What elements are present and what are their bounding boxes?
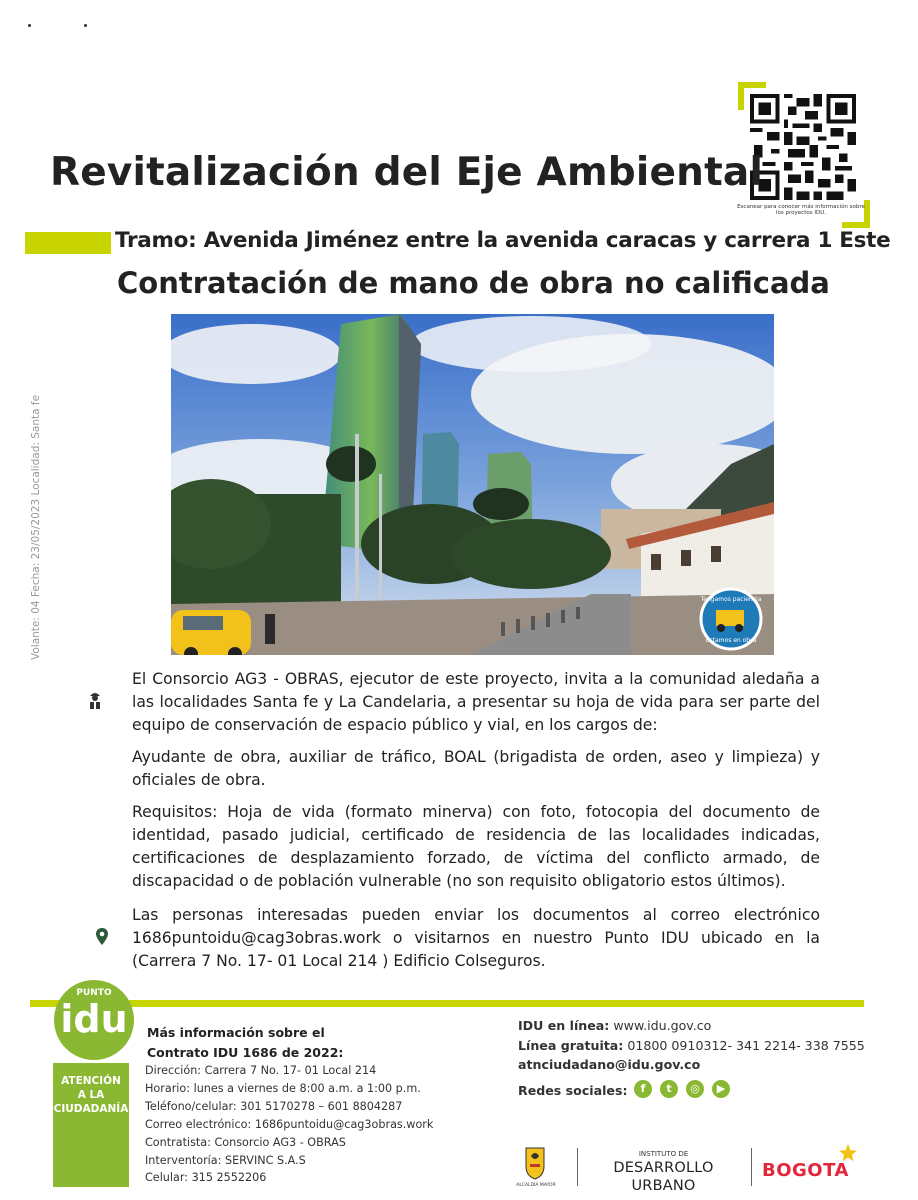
social-icons (634, 1080, 744, 1100)
facebook-icon[interactable]: f (634, 1080, 652, 1098)
list-item: Dirección: Carrera 7 No. 17- 01 Local 214 (145, 1064, 377, 1077)
main-heading: Contratación de mano de obra no calificada (117, 266, 830, 300)
logo-separator (577, 1148, 578, 1186)
idu-institute-logo: INSTITUTO DE DESARROLLO URBANO (613, 1150, 714, 1194)
list-item: Contratista: Consorcio AG3 - OBRAS (145, 1135, 346, 1149)
qr-code-icon[interactable] (750, 94, 856, 200)
scan-speck (84, 24, 87, 27)
email-link[interactable]: atnciudadano@idu.gov.co (518, 1057, 701, 1072)
instagram-icon[interactable]: ◎ (686, 1080, 704, 1098)
logo-punto-text: PUNTO (76, 988, 112, 998)
list-item: Teléfono/celular: 301 5170278 – 601 8804287 (145, 1099, 403, 1113)
logo-idu-text: idu (60, 997, 128, 1041)
qr-caption: Escanear para conocer más información sobre los proyectos IDU. (737, 204, 865, 216)
location-pin-icon (96, 928, 108, 945)
requirements-paragraph: Requisitos: Hoja de vida (formato minerva) con foto, fotocopia del documento de identidad, pasado judicial, certificado de residencia de las localidades indicadas, certificaciones de desplazamiento forzado, de víctima del conflicto armado, de discapacidad o de población vulnerable (no son requisito obligatorio estos últimos). (132, 803, 820, 890)
positions-paragraph: Ayudante de obra, auxiliar de tráfico, BOAL (brigadista de orden, aseo y limpieza) y oficiales de obra. (132, 748, 820, 789)
list-item: Interventoría: SERVINC S.A.S (145, 1153, 306, 1167)
contact-list (145, 1062, 433, 1187)
alcaldia-shield-icon (524, 1146, 546, 1180)
twitter-icon[interactable]: t (660, 1080, 678, 1098)
social-label: Redes sociales: (518, 1082, 628, 1098)
contact-paragraph: Las personas interesadas pueden enviar los documentos al correo electrónico 1686puntoidu@cag3obras.work o visitarnos en nuestro Punto IDU ubicado en la (Carrera 7 No. 17- 01 Local 214 ) Edificio Colseguros. (132, 906, 820, 970)
list-item[interactable]: Correo electrónico: 1686puntoidu@cag3obras.work (145, 1117, 434, 1131)
atencion-label: ATENCIÓN A LA CIUDADANÍA (53, 1075, 129, 1115)
intro-paragraph: El Consorcio AG3 - OBRAS, ejecutor de este proyecto, invita a la comunidad aledaña a las localidades Santa fe y La Candelaria, a presentar su hoja de vida para ser parte del equipo de conservación de espacio público y vial, en los cargos de: (132, 670, 820, 734)
footer-divider (30, 1000, 864, 1007)
logo-separator (751, 1148, 752, 1186)
section-subtitle: Tramo: Avenida Jiménez entre la avenida caracas y carrera 1 Este (115, 228, 891, 253)
free-line-label: Línea gratuita: (518, 1037, 624, 1053)
page-title: Revitalización del Eje Ambiental (50, 150, 764, 195)
scan-speck (28, 24, 31, 27)
worker-icon (86, 690, 104, 710)
badge-bottom-text: Estamos en obra (705, 637, 757, 644)
list-item: Celular: 315 2552206 (145, 1171, 267, 1185)
bogota-logo: BOGOTA (762, 1160, 849, 1181)
more-info-heading: Más información sobre el Contrato IDU 1686 de 2022: (147, 1025, 344, 1060)
badge-top-text: Tengamos paciencia (700, 596, 762, 603)
youtube-icon[interactable]: ▶ (712, 1080, 730, 1098)
website-link[interactable]: www.idu.gov.co (613, 1018, 712, 1033)
list-item: Horario: lunes a viernes de 8:00 a.m. a 1:00 p.m. (145, 1081, 421, 1095)
phone-numbers: 01800 0910312- 341 2214- 338 7555 (627, 1037, 865, 1053)
alcaldia-label: ALCALDÍA MAYOR (516, 1183, 556, 1188)
street-photo (171, 314, 774, 655)
online-label: IDU en línea: (518, 1018, 610, 1033)
side-note: Volante: 04 Fecha: 23/05/2023 Localidad: Santa fe (30, 394, 42, 660)
accent-bar (25, 232, 111, 254)
star-icon (838, 1143, 858, 1163)
